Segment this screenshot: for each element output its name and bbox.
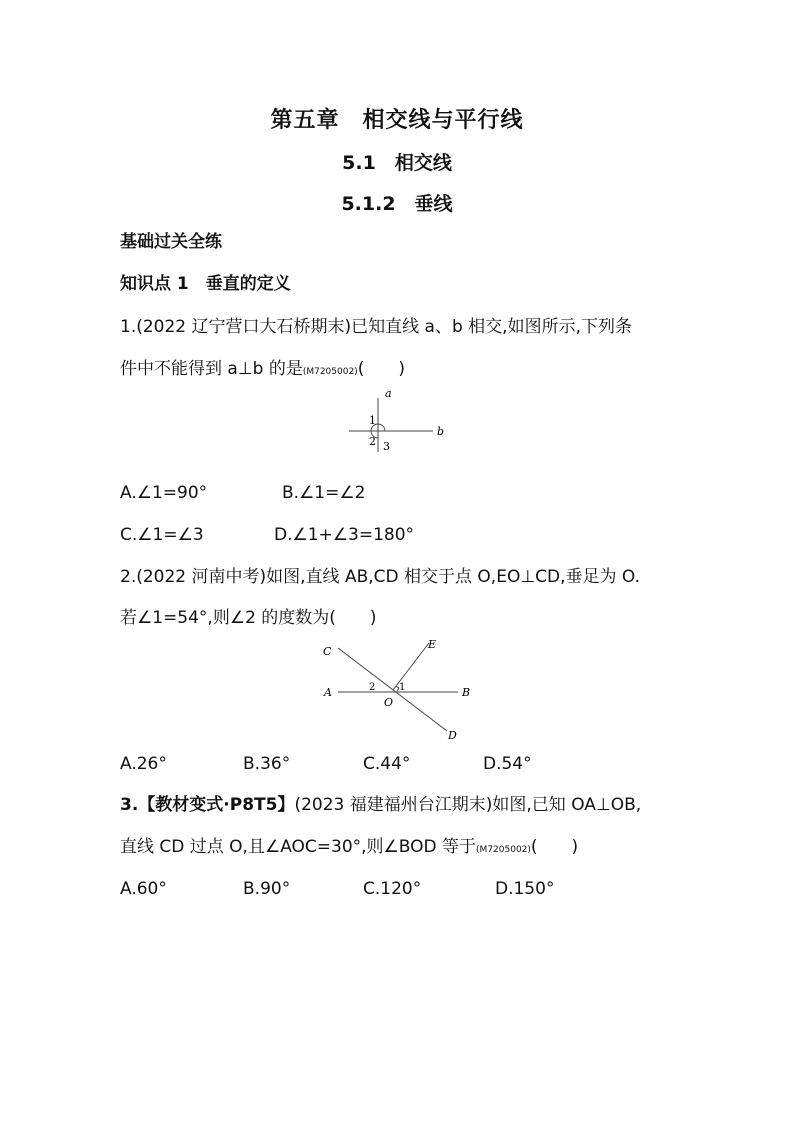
q2-text-line2: 若∠1=54°,则∠2 的度数为( ) <box>120 608 377 628</box>
q3-text-line2 <box>120 835 578 862</box>
q3-option-c: C.120° <box>363 879 422 899</box>
subsection-title: 5.1.2 垂线 <box>341 193 453 215</box>
q2-label-1: 1 <box>399 682 406 693</box>
q3-text-line1-rest: (2023 福建福州台江期末)如图,已知 OA⊥OB, <box>294 795 642 815</box>
q1-label-3: 3 <box>383 440 390 453</box>
q2-label-2: 2 <box>369 682 376 693</box>
q3-text-line1 <box>120 793 641 817</box>
q3-bracket: ( ) <box>530 837 579 857</box>
q2-option-a: A.26° <box>120 754 167 774</box>
q3-option-b: B.90° <box>243 879 291 899</box>
q1-option-b: B.∠1=∠2 <box>282 483 366 503</box>
q1-label-b: b <box>437 425 445 438</box>
q1-bracket: ( ) <box>357 359 405 379</box>
q2-option-c: C.44° <box>363 754 411 774</box>
q2-label-b: B <box>462 686 471 699</box>
knowledge-point-heading: 知识点 1 垂直的定义 <box>120 274 291 294</box>
section-title: 5.1 相交线 <box>342 152 452 174</box>
q1-text-main: 件中不能得到 a⊥b 的是 <box>120 359 303 379</box>
q3-code: (M7205002) <box>476 845 531 855</box>
q2-text-line1: 2.(2022 河南中考)如图,直线 AB,CD 相交于点 O,EO⊥CD,垂足为 O. <box>120 567 641 587</box>
q1-figure <box>345 386 450 456</box>
q1-text-line2 <box>120 357 405 384</box>
q2-label-c: C <box>323 645 332 658</box>
q2-label-e: E <box>428 638 437 651</box>
q2-label-o: O <box>384 696 394 709</box>
q1-label-1: 1 <box>369 414 376 427</box>
q3-tag: 3.【教材变式·P8T5】 <box>120 795 295 815</box>
q2-label-a: A <box>324 686 332 699</box>
q2-option-b: B.36° <box>243 754 291 774</box>
q1-label-2: 2 <box>369 435 376 448</box>
q2-figure <box>318 635 478 745</box>
q1-option-a: A.∠1=90° <box>120 483 208 503</box>
q3-option-a: A.60° <box>120 879 167 899</box>
q3-text-main: 直线 CD 过点 O,且∠AOC=30°,则∠BOD 等于 <box>120 837 477 857</box>
q1-option-d: D.∠1+∠3=180° <box>274 525 415 545</box>
q2-label-d: D <box>448 729 457 742</box>
q2-line-cd <box>338 648 447 731</box>
practice-heading: 基础过关全练 <box>120 232 222 252</box>
chapter-title: 第五章 相交线与平行线 <box>270 108 524 133</box>
q2-option-d: D.54° <box>483 754 532 774</box>
q1-code: (M7205002) <box>302 367 358 377</box>
q1-label-a: a <box>385 387 392 400</box>
q1-text-line1: 1.(2022 辽宁营口大石桥期末)已知直线 a、b 相交,如图所示,下列条 <box>120 317 632 337</box>
q3-option-d: D.150° <box>495 879 555 899</box>
q1-option-c: C.∠1=∠3 <box>120 525 204 545</box>
